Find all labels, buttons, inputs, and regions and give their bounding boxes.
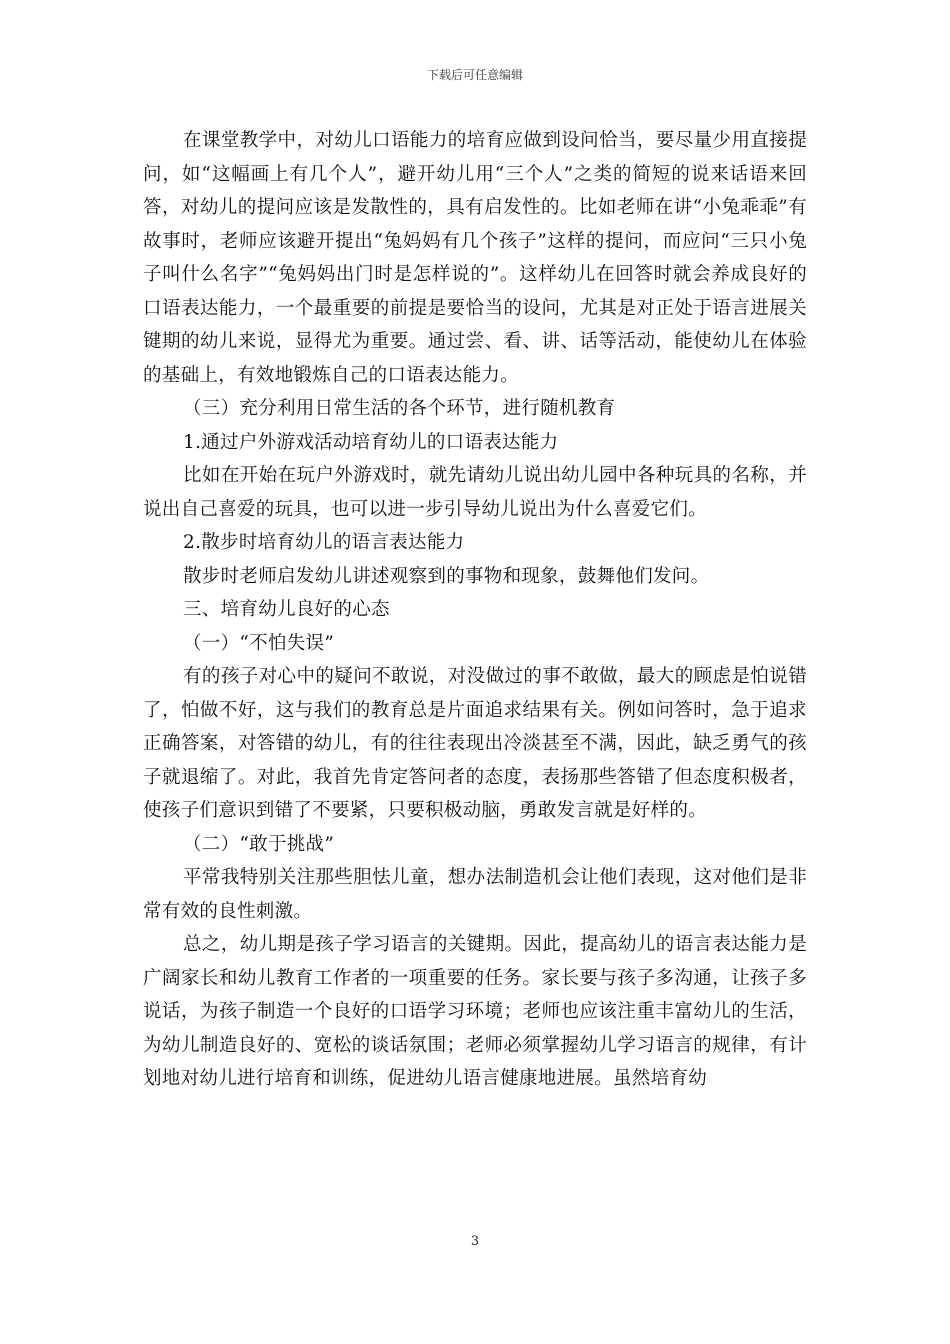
page-header: 下载后可任意编辑: [426, 68, 523, 82]
section-heading-daily-life: （三）充分利用日常生活的各个环节，进行随机教育: [183, 398, 616, 419]
subheading-not-afraid: （一）“不怕失误”: [183, 632, 335, 654]
section-heading-mindset: 三、培育幼儿良好的心态: [183, 599, 390, 620]
paragraph-classroom-questioning: 在课堂教学中，对幼儿口语能力的培育应做到设问恰当，要尽量少用直接提问，如“这幅画上有几个人”，避开幼儿用“三个人”之类的简短的说来话语来回答，对幼儿的提问应该是发散性的，具有启发性的。比如老师在讲“小兔乖乖”有故事时，老师应该避开提出“兔妈妈有几个孩子”这样的提问，而应问“三只小兔子叫什么名字”“兔妈妈出门时是怎样说的”。这样幼儿在回答时就会养成良好的口语表达能力，一个最重要的前提是要恰当的设问，尤其是对正处于语言进展关键期的幼儿来说，显得尤为重要。通过尝、看、讲、话等活动，能使幼儿在体验的基础上，有效地锻炼自己的口语表达能力。: [143, 130, 807, 386]
paragraph-outdoor-games: 比如在开始在玩户外游戏时，就先请幼儿说出幼儿园中各种玩具的名称，并说出自己喜爱的玩具，也可以进一步引导幼儿说出为什么喜爱它们。: [143, 465, 807, 520]
page-number: 3: [470, 1234, 480, 1249]
paragraph-not-afraid: 有的孩子对心中的疑问不敢说，对没做过的事不敢做，最大的顾虑是怕说错了，怕做不好，这与我们的教育总是片面追求结果有关。例如问答时，急于追求正确答案，对答错的幼儿，有的往往表现出冷淡甚至不满，因此，缺乏勇气的孩子就退缩了。对此，我首先肯定答问者的态度，表扬那些答错了但态度积极者，使孩子们意识到错了不要紧，只要积极动脑，勇敢发言就是好样的。: [143, 666, 807, 821]
paragraph-conclusion: 总之，幼儿期是孩子学习语言的关键期。因此，提高幼儿的语言表达能力是广阔家长和幼儿教育工作者的一项重要的任务。家长要与孩子多沟通，让孩子多说话，为孩子制造一个良好的口语学习环境；老师也应该注重丰富幼儿的生活，为幼儿制造良好的、宽松的谈话氛围；老师必须掌握幼儿学习语言的规律，有计划地对幼儿进行培育和训练，促进幼儿语言健康地进展。虽然培育幼: [143, 934, 807, 1089]
subheading-walking: 2.散步时培育幼儿的语言表达能力: [183, 532, 465, 553]
paragraph-dare-challenge: 平常我特别关注那些胆怯儿童，想办法制造机会让他们表现，这对他们是非常有效的良性刺激。: [143, 867, 807, 922]
subheading-outdoor-games: 1.通过户外游戏活动培育幼儿的口语表达能力: [183, 431, 559, 453]
subheading-dare-challenge: （二）“敢于挑战”: [183, 833, 335, 855]
paragraph-walking: 散步时老师启发幼儿讲述观察到的事物和现象，鼓舞他们发问。: [183, 565, 710, 587]
document-body: [143, 124, 807, 1096]
